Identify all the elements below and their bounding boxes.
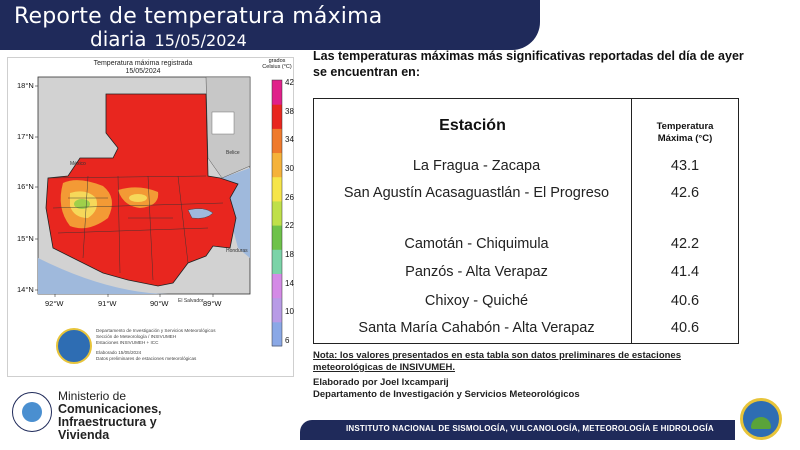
colorbar bbox=[272, 80, 282, 347]
report-date: 15/05/2024 bbox=[154, 31, 247, 50]
station-name: Chixoy - Quiché bbox=[424, 293, 529, 309]
map-title: Temperatura máxima registrada bbox=[93, 60, 193, 67]
colorbar-segment bbox=[272, 249, 282, 274]
table-note bbox=[313, 350, 753, 374]
colorbar-tick-label: 18 bbox=[285, 250, 294, 259]
colorbar-tick-label: 42 bbox=[285, 78, 294, 87]
department-line: Departamento de Investigación y Servicios Meteorológicos bbox=[313, 389, 580, 400]
station-temp: 41.4 bbox=[670, 264, 700, 280]
colorbar-segment bbox=[272, 273, 282, 298]
ministry-line2: Comunicaciones, bbox=[58, 402, 162, 416]
title-banner bbox=[0, 0, 540, 50]
station-name: Panzós - Alta Verapaz bbox=[405, 264, 548, 280]
station-name: La Fragua - Zacapa bbox=[412, 158, 541, 174]
map-credit-line: Sección de Meteorología / INSIVUMEH bbox=[96, 334, 177, 339]
lon-label: 92°W bbox=[45, 299, 64, 308]
footer-navy-strip bbox=[300, 420, 735, 440]
station-name: Santa María Cahabón - Alta Verapaz bbox=[358, 320, 595, 336]
ministry-line3: Infraestructura y bbox=[58, 415, 157, 429]
author-credits bbox=[313, 377, 580, 401]
column-header-temperature-line2: Máxima (°C) bbox=[657, 133, 713, 144]
colorbar-tick-label: 34 bbox=[285, 135, 294, 145]
colorbar-tick-label: 14 bbox=[285, 278, 294, 288]
column-header-temperature-line1: Temperatura bbox=[656, 121, 714, 132]
colorbar-tick-label: 6 bbox=[285, 336, 290, 345]
colorbar-segment bbox=[272, 104, 282, 129]
insivumeh-logo bbox=[740, 398, 782, 440]
colorbar-segment bbox=[272, 225, 282, 250]
temperature-map-card bbox=[7, 57, 294, 377]
lon-label: 91°W bbox=[98, 299, 117, 308]
station-name: Camotán - Chiquimula bbox=[404, 236, 549, 252]
station-temp: 42.6 bbox=[670, 185, 700, 201]
central-mild-zone bbox=[129, 194, 147, 202]
colorbar-segment bbox=[272, 177, 282, 202]
station-temp: 40.6 bbox=[670, 320, 700, 336]
place-label-belice: Belice bbox=[226, 150, 240, 156]
colorbar-segment bbox=[272, 298, 282, 323]
column-header-temperature bbox=[632, 121, 738, 145]
report-subtitle bbox=[90, 27, 247, 51]
place-label-elsalvador: El Salvador bbox=[178, 298, 204, 304]
colorbar-tick-label: 38 bbox=[285, 106, 294, 116]
place-label-mexico: México bbox=[70, 161, 86, 167]
colorbar-segment bbox=[272, 80, 282, 105]
lat-label: 15°N bbox=[17, 234, 34, 243]
colorbar-tick-label: 30 bbox=[285, 164, 294, 173]
place-label-honduras: Honduras bbox=[226, 248, 248, 254]
map-inset-legend bbox=[212, 112, 234, 134]
map-credit-line: Datos preliminares de estaciones meteorológicas bbox=[96, 356, 197, 361]
report-title: Reporte de temperatura máxima bbox=[14, 4, 383, 29]
stations-table bbox=[313, 98, 739, 344]
colorbar-segment bbox=[272, 128, 282, 153]
map-credit-line: Elaborado 15/05/2024 bbox=[96, 350, 142, 355]
colorbar-label-line2: Celsius (°C) bbox=[262, 64, 292, 70]
station-name: San Agustín Acasaguastlán - El Progreso bbox=[343, 185, 610, 201]
station-temp: 42.2 bbox=[670, 236, 700, 252]
colorbar-tick-label: 22 bbox=[285, 221, 294, 231]
colorbar-label bbox=[260, 58, 294, 70]
colorbar-segment bbox=[272, 201, 282, 226]
lat-label: 14°N bbox=[17, 285, 34, 294]
author-line: Elaborado por Joel Ixcamparij bbox=[313, 377, 449, 388]
station-temp: 40.6 bbox=[670, 293, 700, 309]
institute-name: INSTITUTO NACIONAL DE SISMOLOGÍA, VULCANOLOGÍA, METEOROLOGÍA E HIDROLOGÍA bbox=[346, 424, 714, 433]
colorbar-segment bbox=[272, 153, 282, 178]
ministry-line1: Ministerio de bbox=[58, 389, 127, 403]
colorbar-tick-label: 10 bbox=[285, 307, 294, 317]
colorbar-tick-label: 26 bbox=[285, 192, 294, 202]
lat-label: 17°N bbox=[17, 132, 34, 141]
footer-bar bbox=[0, 416, 800, 440]
lon-label: 89°W bbox=[203, 299, 222, 308]
station-temp: 43.1 bbox=[670, 158, 700, 174]
insivumeh-logo-inner bbox=[751, 417, 771, 429]
ministry-line4: Vivienda bbox=[58, 428, 110, 442]
column-header-station: Estación bbox=[439, 117, 506, 134]
lat-label: 18°N bbox=[17, 81, 34, 90]
table-note-text: Nota: los valores presentados en esta tabla son datos preliminares de estaciones meteorológicas de INSIVUMEH. bbox=[313, 350, 681, 373]
insivumeh-map-logo bbox=[56, 328, 92, 364]
map-credit-line: Departamento de Investigación y Servicios Meteorológicos bbox=[96, 328, 216, 333]
lat-label: 16°N bbox=[17, 182, 34, 191]
intro-text: Las temperaturas máximas más significativas reportadas del día de ayer se encuentran en: bbox=[313, 49, 744, 79]
map-date: 15/05/2024 bbox=[125, 68, 161, 75]
map-credit-line: Estaciones INSIVUMEH + ICC bbox=[96, 340, 159, 345]
lon-label: 90°W bbox=[150, 299, 169, 308]
colorbar-label-line1: grados bbox=[268, 58, 286, 64]
report-subtitle-word: diaria bbox=[90, 27, 147, 51]
map-credits bbox=[96, 328, 286, 362]
